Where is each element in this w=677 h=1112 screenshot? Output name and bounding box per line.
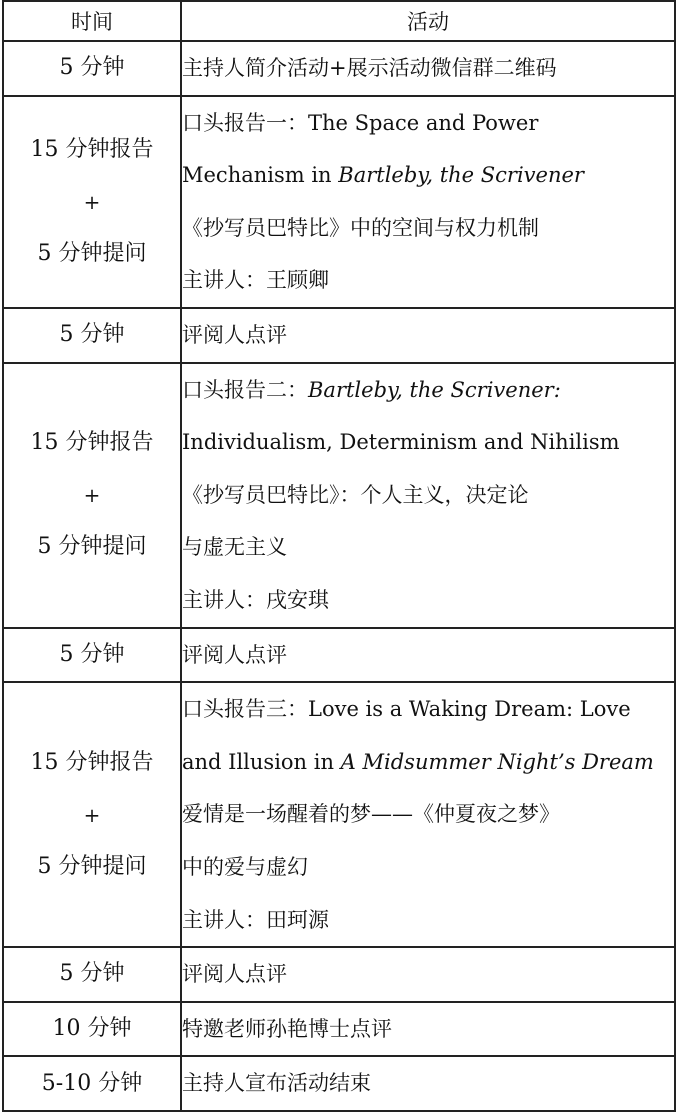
activity-line bbox=[182, 521, 674, 574]
time-line: 5 分钟 bbox=[59, 641, 125, 667]
activity-line bbox=[182, 841, 674, 894]
activity-cell bbox=[181, 1056, 675, 1111]
activity-cell bbox=[181, 1002, 675, 1057]
activity-line bbox=[182, 254, 674, 307]
activity-line bbox=[182, 97, 674, 150]
activity-text: 口头报告三：Love is a Waking Dream: Love bbox=[182, 697, 631, 722]
time-line: 5-10 分钟 bbox=[41, 1070, 143, 1096]
time-line: 5 分钟提问 bbox=[37, 853, 147, 879]
activity-text: 主持人宣布活动结束 bbox=[182, 1071, 371, 1096]
table-row bbox=[3, 41, 675, 96]
activity-cell bbox=[181, 96, 675, 308]
activity-cell bbox=[181, 41, 675, 96]
activity-text: 爱情是一场醒着的梦——《仲夏夜之梦》 bbox=[182, 802, 560, 827]
activity-line bbox=[182, 364, 674, 417]
activity-cell bbox=[181, 363, 675, 628]
italic-title-text: A Midsummer Night’s Dream bbox=[340, 749, 654, 774]
table-row bbox=[3, 308, 675, 363]
activity-line bbox=[182, 1003, 674, 1056]
time-line: 15 分钟报告 bbox=[30, 749, 154, 775]
table-row bbox=[3, 96, 675, 308]
time-line: 15 分钟报告 bbox=[30, 136, 154, 162]
time-line: 15 分钟报告 bbox=[30, 430, 154, 456]
table-row bbox=[3, 1002, 675, 1057]
table-row bbox=[3, 682, 675, 947]
activity-text: 口头报告二： bbox=[182, 377, 308, 402]
table-row bbox=[3, 947, 675, 1002]
activity-text: 主讲人：田珂源 bbox=[182, 907, 329, 932]
activity-text: 评阅人点评 bbox=[182, 642, 287, 667]
table-row bbox=[3, 363, 675, 628]
activity-text: Mechanism in bbox=[182, 163, 339, 188]
activity-text: 评阅人点评 bbox=[182, 962, 287, 987]
activity-text: 主讲人：王顾卿 bbox=[182, 268, 329, 293]
activity-line bbox=[182, 788, 674, 841]
activity-text: and Illusion in bbox=[182, 749, 341, 774]
activity-line bbox=[182, 42, 674, 95]
activity-text: 主讲人：戌安琪 bbox=[182, 587, 329, 612]
activity-cell bbox=[181, 628, 675, 683]
activity-cell bbox=[181, 308, 675, 363]
table-row bbox=[3, 628, 675, 683]
activity-cell bbox=[181, 947, 675, 1002]
activity-line bbox=[182, 948, 674, 1001]
activity-text: 口头报告一：The Space and Power bbox=[182, 110, 539, 135]
schedule-table bbox=[2, 0, 676, 1112]
activity-text: 《抄写员巴特比》中的空间与权力机制 bbox=[182, 215, 539, 240]
time-line: 10 分钟 bbox=[52, 1015, 132, 1041]
activity-line bbox=[182, 309, 674, 362]
activity-line bbox=[182, 149, 674, 202]
time-cell bbox=[3, 1002, 181, 1057]
plus-sign: + bbox=[83, 189, 101, 214]
activity-line bbox=[182, 629, 674, 682]
italic-title-text: Bartleby, the Scrivener bbox=[338, 163, 584, 188]
activity-line bbox=[182, 202, 674, 255]
activity-text: 评阅人点评 bbox=[182, 322, 287, 347]
activity-text: 中的爱与虚幻 bbox=[182, 854, 308, 879]
time-line: 5 分钟 bbox=[59, 55, 125, 81]
header-time: 时间 bbox=[3, 1, 181, 41]
time-line: 5 分钟 bbox=[59, 961, 125, 987]
activity-line bbox=[182, 416, 674, 469]
activity-line bbox=[182, 574, 674, 627]
time-cell bbox=[3, 1056, 181, 1111]
activity-line bbox=[182, 894, 674, 947]
time-cell bbox=[3, 96, 181, 308]
activity-cell bbox=[181, 682, 675, 947]
time-line: 5 分钟提问 bbox=[37, 240, 147, 266]
activity-text: 特邀老师孙艳博士点评 bbox=[182, 1016, 392, 1041]
activity-line bbox=[182, 683, 674, 736]
activity-text: 主持人简介活动+展示活动微信群二维码 bbox=[182, 56, 557, 80]
table-row bbox=[3, 1056, 675, 1111]
activity-line bbox=[182, 469, 674, 522]
italic-title-text: Bartleby, the Scrivener: bbox=[308, 377, 561, 402]
activity-line bbox=[182, 736, 674, 789]
time-cell bbox=[3, 947, 181, 1002]
time-cell bbox=[3, 308, 181, 363]
plus-sign: + bbox=[83, 802, 101, 827]
activity-text: 与虚无主义 bbox=[182, 535, 287, 560]
time-line: 5 分钟提问 bbox=[37, 534, 147, 560]
time-cell bbox=[3, 41, 181, 96]
time-cell bbox=[3, 682, 181, 947]
header-row bbox=[3, 1, 675, 41]
header-activity: 活动 bbox=[181, 1, 675, 41]
plus-sign: + bbox=[83, 483, 101, 508]
time-cell bbox=[3, 628, 181, 683]
activity-line bbox=[182, 1057, 674, 1110]
activity-text: Individualism, Determinism and Nihilism bbox=[182, 430, 620, 455]
time-cell bbox=[3, 363, 181, 628]
activity-text: 《抄写员巴特比》：个人主义，决定论 bbox=[182, 482, 529, 507]
time-line: 5 分钟 bbox=[59, 322, 125, 348]
